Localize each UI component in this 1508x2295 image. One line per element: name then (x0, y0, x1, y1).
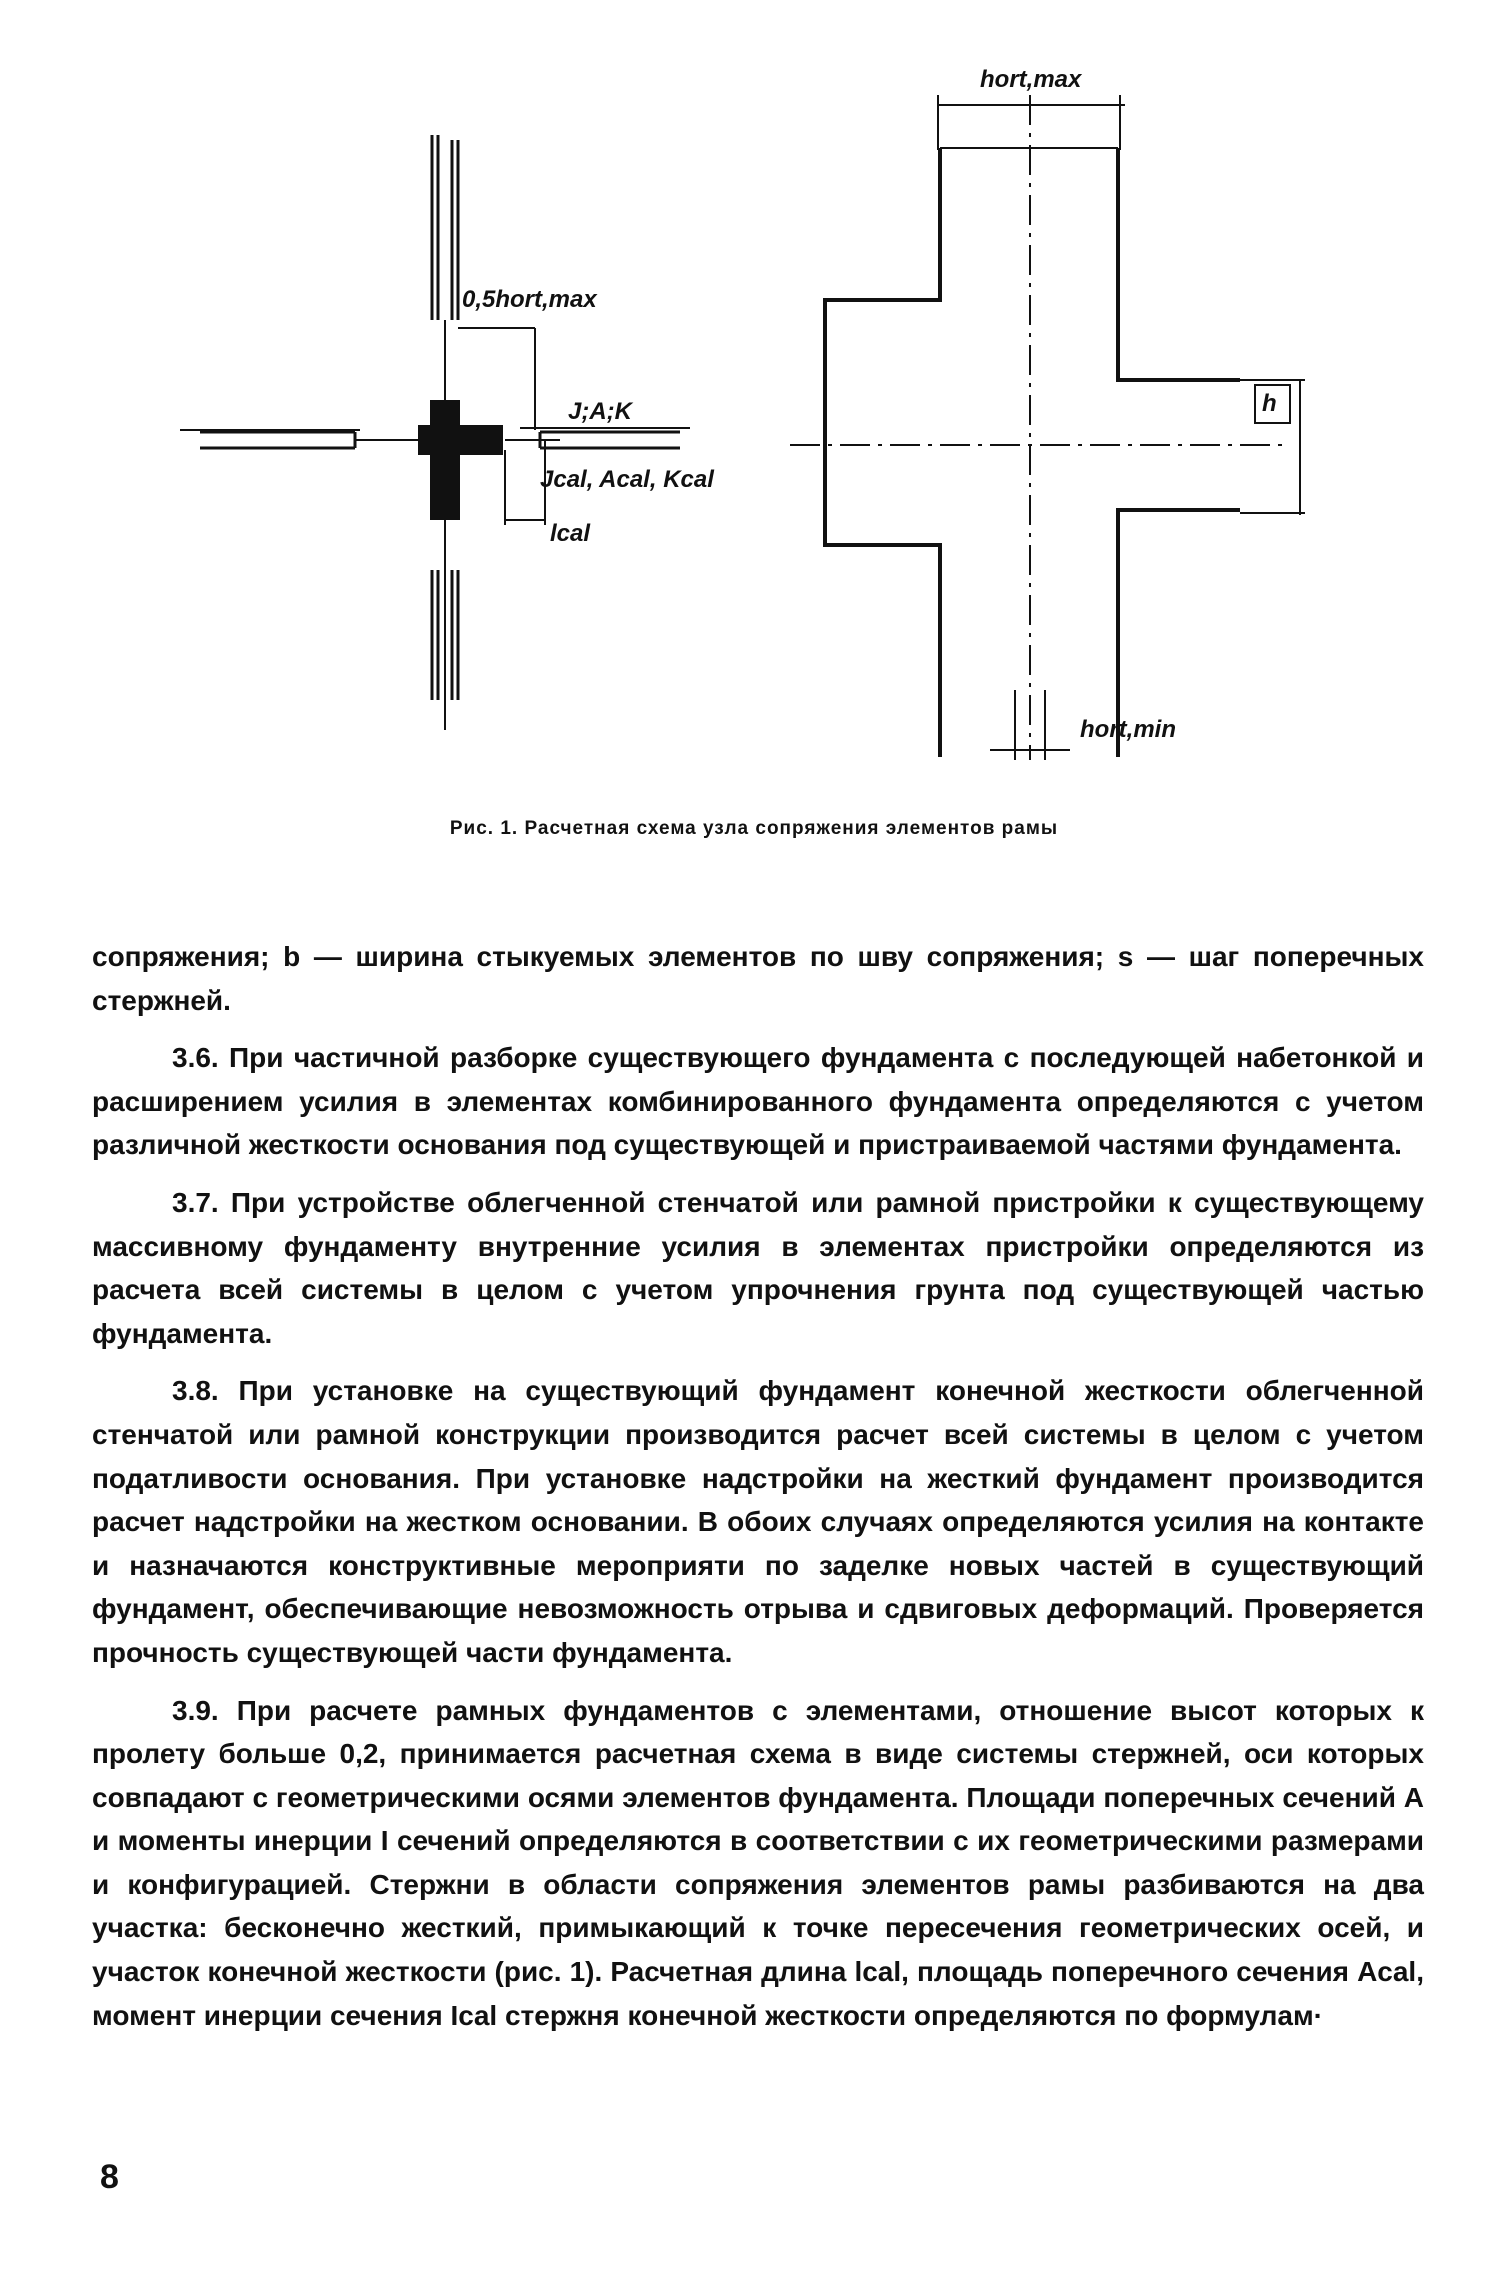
paragraph-3-8: 3.8. При установке на существующий фундамент конечной жесткости облегченной стенчатой или рамной конструкции производится расчет всей системы в целом с учетом податливости основания. При установке надстройки на жесткий фундамент производится расчет надстройки на жестком основании. В обоих случаях определяются усилия на контакте и назначаются конструктивные мероприяти по заделке новых частей в существующий фундамент, обеспечивающие невозможность отрыва и сдвиговых деформаций. Проверяется прочность существующей части фундамента. (92, 1375, 1424, 1668)
label-lcal: lcal (550, 520, 591, 547)
figure-caption: Рис. 1. Расчетная схема узла сопряжения элементов рамы (449, 818, 1059, 839)
body-text (92, 935, 1424, 2037)
label-jak: J;A;K (568, 398, 632, 425)
paragraph-3-6: 3.6. При частичной разборке существующего фундамента с последующей набетонкой и расширением усилия в элементах комбинированного фундамента определяются с учетом различной жесткости основания под существующей и пристраиваемой частями фундамента. (92, 1042, 1424, 1161)
page-number: 8 (100, 2158, 119, 2196)
label-h: h (1262, 390, 1277, 417)
label-cal-props: Jcal, Acal, Kcal (540, 466, 714, 493)
rigid-joint-vertical (430, 400, 460, 520)
label-half-hort-max: 0,5hort,max (462, 286, 597, 313)
label-hort-min: hort,min (1080, 716, 1176, 743)
label-hort-max: hort,max (980, 66, 1082, 93)
paragraph-continued: сопряжения; b — ширина стыкуемых элементов по шву сопряжения; s — шаг поперечных стержней. (92, 941, 1424, 1016)
paragraph-3-9: 3.9. При расчете рамных фундаментов с элементами, отношение высот которых к пролету больше 0,2, принимается расчетная схема в виде системы стержней, оси которых совпадают с геометрическими осями элементов фундамента. Площади поперечных сечений A и моменты инерции I сечений определяются в соответствии с их геометрическими размерами и конфигурацией. Стержни в области сопряжения элементов рамы разбиваются на два участка: бесконечно жесткий, примыкающий к точке пересечения геометрических осей, и участок конечной жесткости (рис. 1). Расчетная длина lcal, площадь поперечного сечения Acal, момент инерции сечения Ical стержня конечной жесткости определяются по формулам· (92, 1694, 1424, 2031)
frame-joint-diagram (0, 0, 1508, 870)
paragraph-3-7: 3.7. При устройстве облегченной стенчатой или рамной пристройки к существующему массивному фундаменту внутренние усилия в элементах пристройки определяются из расчета всей системы в целом с учетом упрочнения грунта под существующей частью фундамента. (92, 1186, 1424, 1349)
rigid-joint-horizontal (418, 425, 503, 455)
figure-1 (0, 0, 1508, 870)
